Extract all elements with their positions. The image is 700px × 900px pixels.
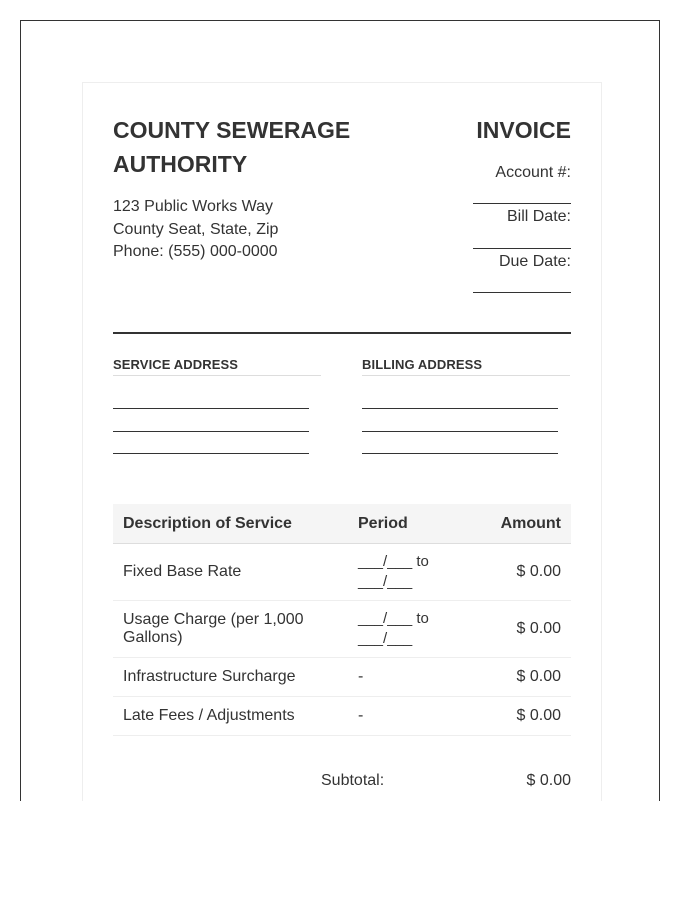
table-row	[113, 658, 571, 697]
company-address-line2: County Seat, State, Zip	[113, 220, 279, 238]
due-date-line	[473, 292, 571, 293]
subtotal-value: $ 0.00	[526, 772, 571, 789]
row-amount: $ 0.00	[470, 658, 571, 697]
company-name	[113, 113, 413, 181]
page-frame	[20, 20, 660, 801]
row-description: Fixed Base Rate	[113, 544, 348, 601]
account-number-label: Account #:	[495, 164, 571, 181]
due-date-label: Due Date:	[498, 253, 571, 270]
company-name-line2: AUTHORITY	[113, 151, 248, 177]
service-address-line	[113, 431, 309, 432]
row-amount: $ 0.00	[470, 601, 571, 658]
service-address-line	[113, 453, 309, 454]
invoice-title: INVOICE	[476, 117, 571, 143]
company-phone: Phone: (555) 000-0000	[113, 243, 278, 260]
service-address-line	[113, 408, 309, 409]
row-period: -	[348, 697, 470, 736]
row-amount: $ 0.00	[470, 697, 571, 736]
charges-table	[113, 504, 571, 736]
account-number-line	[473, 203, 571, 204]
table-header-row	[113, 504, 571, 544]
company-address-line1: 123 Public Works Way	[113, 198, 274, 215]
subtotal-label: Subtotal:	[321, 772, 385, 789]
company-address	[113, 196, 373, 264]
row-amount: $ 0.00	[470, 544, 571, 601]
row-period: -	[348, 658, 470, 697]
row-period: ___/___ to ___/___	[348, 601, 470, 658]
column-header-period: Period	[348, 504, 470, 544]
header-divider	[113, 332, 571, 334]
column-header-amount: Amount	[470, 504, 571, 544]
invoice-sheet	[82, 82, 602, 801]
row-description: Infrastructure Surcharge	[113, 658, 348, 697]
row-period: ___/___ to ___/___	[348, 544, 470, 601]
row-description: Usage Charge (per 1,000 Gallons)	[113, 601, 348, 658]
billing-address-line	[362, 431, 558, 432]
column-header-description: Description of Service	[113, 504, 348, 544]
service-address-heading: SERVICE ADDRESS	[113, 357, 321, 376]
row-description: Late Fees / Adjustments	[113, 697, 348, 736]
company-name-line1: COUNTY SEWERAGE	[113, 117, 351, 143]
table-row	[113, 697, 571, 736]
bill-date-label: Bill Date:	[506, 208, 571, 225]
billing-address-line	[362, 408, 558, 409]
billing-address-line	[362, 453, 558, 454]
table-row	[113, 601, 571, 658]
billing-address-heading: BILLING ADDRESS	[362, 357, 570, 376]
table-row	[113, 544, 571, 601]
bill-date-line	[473, 248, 571, 249]
